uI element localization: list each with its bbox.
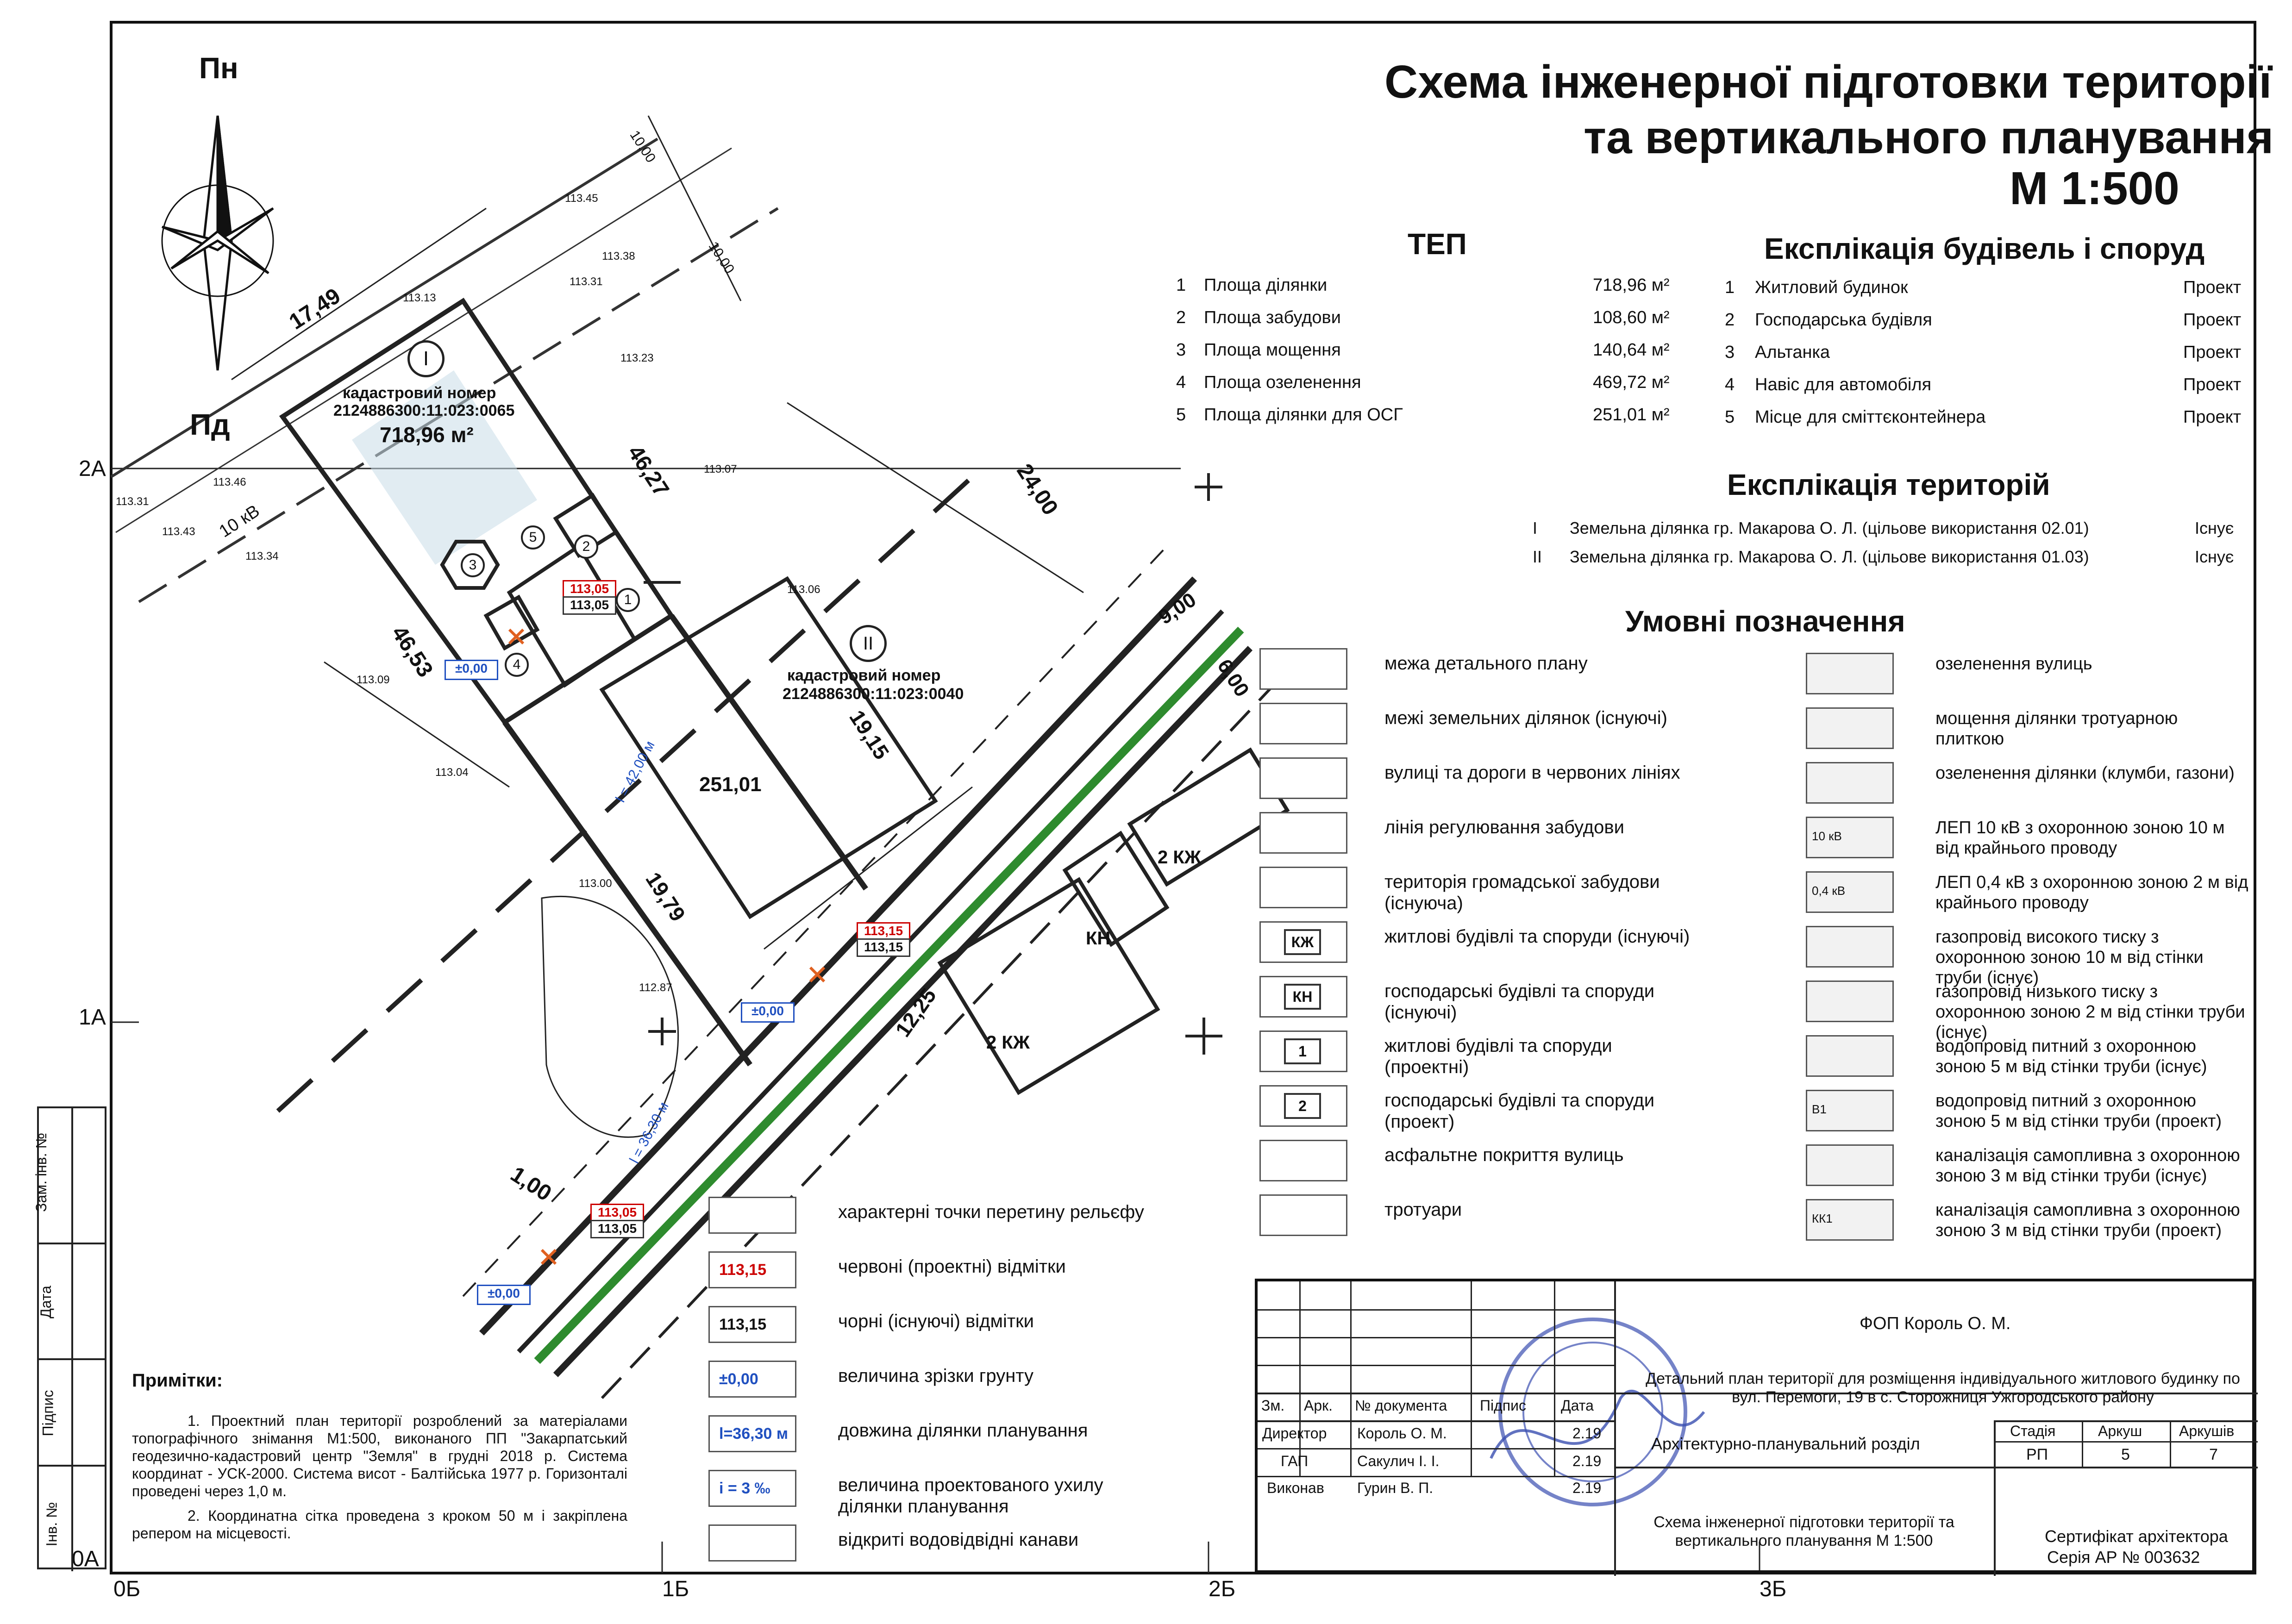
legend-label: озеленення вулиць — [1935, 654, 2092, 674]
legend-label: вулиці та дороги в червоних лініях — [1384, 762, 1680, 783]
building-number: 1 — [616, 588, 640, 612]
legend-label: червоні (проектні) відмітки — [838, 1256, 1066, 1277]
territory-row-number: I — [1533, 518, 1538, 537]
grid-row-1a: 1А — [79, 1005, 106, 1030]
north-label: Пн — [199, 51, 238, 85]
stamp-header-sign: Підпис — [1480, 1397, 1526, 1414]
building-row-label: Альтанка — [1755, 343, 1830, 362]
parcel-2-caption: кадастровий номер — [787, 667, 941, 684]
parcel-1-area: 718,96 м² — [380, 423, 474, 447]
dim-label: 6,00 — [1213, 655, 1254, 701]
side-label-date: Дата — [37, 1286, 54, 1318]
legend-swatch — [1806, 1035, 1894, 1077]
legend-swatch — [708, 1524, 796, 1562]
sheets-header: Аркушів — [2179, 1423, 2235, 1439]
legend-label: межі земельних ділянок (існуючі) — [1384, 708, 1667, 728]
existing-elevation-black: 113,15 — [857, 938, 910, 957]
date-director: 2.19 — [1572, 1425, 1602, 1442]
tep-row-value: 251,01 м² — [1593, 405, 1670, 425]
name-director: Король О. М. — [1357, 1425, 1447, 1442]
tep-row-label: Площа озеленення — [1204, 373, 1361, 392]
legend-swatch — [1259, 1031, 1347, 1072]
design-elevation-red: 113,15 — [857, 922, 910, 941]
role-gap: ГАП — [1281, 1453, 1309, 1469]
legend-code: 1 — [1284, 1038, 1321, 1064]
company-name: ФОП Король О. М. — [1860, 1314, 2011, 1333]
legend-swatch — [1806, 707, 1894, 749]
legend-label: чорні (існуючі) відмітки — [838, 1311, 1034, 1331]
project-name: Детальний план території для розміщення індивідуального житлового будинку по вул. Перемоги, 19 в с. Сторожниця Ужгородського району — [1646, 1370, 2240, 1406]
stamp-header-doc: № документа — [1355, 1397, 1447, 1414]
stamp-header-ark: Арк. — [1304, 1397, 1333, 1414]
legend-swatch — [1259, 648, 1347, 690]
legend-swatch-tag: КК1 — [1812, 1212, 1833, 1225]
legend-swatch — [1806, 926, 1894, 968]
building-row-label: Місце для сміттєконтейнера — [1755, 407, 1986, 427]
parcel-2-area: 251,01 — [699, 773, 762, 796]
cut-value: ±0,00 — [477, 1285, 531, 1305]
legend-label: водопровід питний з охоронною зоною 5 м від стінки труби (існує) — [1935, 1037, 2207, 1076]
legend-code: КН — [1284, 984, 1321, 1010]
existing-building-label: 2 КЖ — [1158, 847, 1201, 868]
legend-label: відкриті водовідвідні канави — [838, 1530, 1079, 1550]
sheet-value: 5 — [2121, 1446, 2130, 1463]
legend-swatch — [1806, 871, 1894, 913]
legend-swatch — [1806, 653, 1894, 694]
section-name: Архітектурно-планувальний розділ — [1651, 1434, 1920, 1453]
tep-row-number: 3 — [1176, 340, 1186, 360]
legend-label: асфальтне покриття вулиць — [1384, 1145, 1624, 1165]
legend-label: газопровід низького тиску з охоронною зоною 2 м від стінки труби (існує) — [1935, 982, 2245, 1042]
date-executor: 2.19 — [1572, 1480, 1602, 1496]
tep-title: ТЕП — [1408, 227, 1467, 261]
dim-label: 46,53 — [387, 621, 438, 682]
power-line-label: 10 кВ — [215, 501, 263, 542]
legend-swatch — [1259, 812, 1347, 854]
tep-row-number: 5 — [1176, 405, 1186, 425]
tep-row-value: 108,60 м² — [1593, 308, 1670, 327]
legend-swatch — [1259, 1085, 1347, 1127]
legend-label: озеленення ділянки (клумби, газони) — [1935, 763, 2235, 783]
tep-row-value: 718,96 м² — [1593, 275, 1670, 295]
legend-label: каналізація самопливна з охоронною зоною 3 м від стінки труби (існує) — [1935, 1146, 2240, 1186]
tep-row-label: Площа ділянки для ОСГ — [1204, 405, 1403, 425]
tep-row-number: 1 — [1176, 275, 1186, 295]
legend-swatch — [1259, 1140, 1347, 1181]
grid-col-0b: 0Б — [113, 1577, 141, 1601]
elevation-point: 113.23 — [620, 352, 654, 364]
building-row-number: 3 — [1725, 343, 1735, 362]
notes-title: Примітки: — [132, 1370, 223, 1391]
legend-label: житлові будівлі та споруди (існуючі) — [1384, 926, 1690, 947]
elevation-point: 113.34 — [245, 550, 279, 562]
legend-code: КЖ — [1284, 929, 1321, 955]
stamp-header-date: Дата — [1561, 1397, 1594, 1414]
elevation-point: 113.06 — [787, 583, 820, 596]
side-label-sign: Підпис — [39, 1390, 56, 1437]
dim-label: 17,49 — [285, 283, 345, 335]
cert-line1: Сертифікат архітектора — [2045, 1527, 2228, 1546]
parcel-2-number: 2124886300:11:023:0040 — [783, 685, 964, 703]
dim-label: 10,00 — [705, 239, 738, 277]
stamp-header-zm: Зм. — [1261, 1397, 1285, 1414]
legend-sample: ±0,00 — [719, 1370, 758, 1388]
side-label-zam-inv: Зам. інв. № — [32, 1133, 50, 1212]
legend-swatch — [1806, 762, 1894, 804]
tep-row-label: Площа мощення — [1204, 340, 1341, 360]
building-number: 3 — [461, 553, 485, 577]
territory-row-label: Земельна ділянка гр. Макарова О. Л. (цільове використання 02.01) — [1570, 518, 2089, 537]
legend-swatch — [708, 1197, 796, 1234]
tep-row-value: 469,72 м² — [1593, 373, 1670, 392]
building-row-number: 2 — [1725, 310, 1735, 330]
buildings-title: Експлікація будівель і споруд — [1764, 232, 2205, 265]
dim-label: 12,25 — [890, 983, 941, 1042]
building-row-number: 5 — [1725, 407, 1735, 427]
design-elevation-red: 113,05 — [590, 1204, 644, 1222]
legend-label: ЛЕП 0,4 кВ з охоронною зоною 2 м від крайнього проводу — [1935, 873, 2248, 912]
elevation-point: 113.38 — [602, 250, 635, 262]
legend-sample: l=36,30 м — [719, 1425, 788, 1443]
legend-label: газопровід високого тиску з охоронною зоною 10 м від стінки труби (існує) — [1935, 927, 2204, 987]
tep-row-label: Площа забудови — [1204, 308, 1341, 327]
tep-row-label: Площа ділянки — [1204, 275, 1328, 295]
north-arrow-icon — [162, 116, 273, 370]
note-item: 2. Координатна сітка проведена з кроком 50 м і закріплена репером на місцевості. — [132, 1507, 627, 1542]
grid-col-3b: 3Б — [1760, 1577, 1787, 1601]
parcel-1-caption: кадастровий номер — [343, 384, 496, 402]
grid-row-2a: 2А — [79, 456, 106, 481]
tep-row-number: 4 — [1176, 373, 1186, 392]
cut-value: ±0,00 — [741, 1002, 795, 1023]
elevation-point: 113.09 — [357, 674, 390, 686]
legend-sample: i = 3 ‰ — [719, 1480, 770, 1497]
drainage-ditch — [537, 630, 1241, 1361]
elevation-point: 113.46 — [213, 476, 246, 488]
legend-label: водопровід питний з охоронною зоною 5 м від стінки труби (проект) — [1935, 1091, 2222, 1131]
building-row-status: Проект — [2183, 407, 2242, 427]
legend-swatch — [1259, 867, 1347, 908]
cut-value: ±0,00 — [445, 660, 498, 680]
legend-label: межа детального плану — [1384, 653, 1588, 674]
existing-elevation-black: 113,05 — [563, 596, 616, 615]
drawing-title-line1: Схема інженерної підготовки території — [1384, 56, 2272, 108]
building-row-status: Проект — [2183, 310, 2242, 330]
building-number: 4 — [505, 653, 529, 677]
elevation-point: 113.07 — [704, 463, 737, 475]
legend-swatch-tag: В1 — [1812, 1102, 1827, 1116]
legend-label: ЛЕП 10 кВ з охоронною зоною 10 м від крайнього проводу — [1935, 818, 2225, 858]
legend-label: господарські будівлі та споруди (проект) — [1384, 1090, 1655, 1132]
elevation-point: 113.43 — [162, 525, 195, 538]
territory-row-label: Земельна ділянка гр. Макарова О. Л. (цільове використання 01.03) — [1570, 547, 2089, 566]
elevation-point: 113.13 — [403, 292, 436, 304]
legend-label: тротуари — [1384, 1199, 1462, 1220]
grid-row-0a: 0А — [72, 1547, 99, 1571]
legend-label: характерні точки перетину рельєфу — [838, 1202, 1144, 1222]
legend-swatch — [1259, 703, 1347, 744]
legend-label: лінія регулювання забудови — [1384, 817, 1624, 837]
territory-row-status: Існує — [2195, 547, 2234, 566]
date-gap: 2.19 — [1572, 1453, 1602, 1469]
legend-swatch — [708, 1306, 796, 1343]
building-row-status: Проект — [2183, 375, 2242, 394]
legend-title: Умовні позначення — [1625, 605, 1905, 638]
side-label-inv: Інв. № — [43, 1502, 60, 1547]
title-block — [1255, 1279, 2255, 1573]
dim-label: 19,79 — [641, 868, 690, 926]
name-executor: Гурин В. П. — [1357, 1480, 1434, 1496]
elevation-point: 113.31 — [570, 275, 603, 288]
dim-label: 19,15 — [845, 706, 894, 764]
legend-label: господарські будівлі та споруди (існуючі) — [1384, 981, 1655, 1023]
legend-label: величина зрізки грунту — [838, 1366, 1034, 1386]
legend-swatch — [708, 1251, 796, 1288]
legend-sample: 113,15 — [719, 1316, 767, 1333]
legend-label: каналізація самопливна з охоронною зоною 3 м від стінки труби (проект) — [1935, 1200, 2240, 1240]
legend-label: довжина ділянки планування — [838, 1420, 1088, 1441]
role-director: Директор — [1262, 1425, 1327, 1442]
building-row-status: Проект — [2183, 278, 2242, 297]
legend-label: територія громадської забудови (існуюча) — [1384, 872, 1660, 913]
elevation-point: 113.04 — [435, 766, 469, 779]
legend-label: мощення ділянки тротуарною плиткою — [1935, 709, 2178, 749]
legend-swatch — [1259, 976, 1347, 1018]
parcel-1-number: 2124886300:11:023:0065 — [333, 402, 515, 419]
cert-line2: Серія АР № 003632 — [2047, 1548, 2200, 1567]
dim-label: 46,27 — [623, 441, 674, 501]
territories-title: Експлікація територій — [1727, 468, 2050, 501]
slope-label: l = 36,30 м — [626, 1099, 672, 1166]
legend-swatch-tag: 0,4 кВ — [1812, 884, 1846, 898]
building-row-status: Проект — [2183, 343, 2242, 362]
role-executor: Виконав — [1267, 1480, 1324, 1496]
dim-label: 1,00 — [506, 1162, 556, 1206]
building-row-label: Господарська будівля — [1755, 310, 1932, 330]
legend-swatch — [1806, 1090, 1894, 1131]
legend-swatch — [708, 1415, 796, 1452]
existing-elevation-black: 113,05 — [590, 1220, 644, 1238]
legend-swatch — [1806, 1199, 1894, 1241]
parcel-2-marker: II — [850, 625, 887, 662]
parcel-1-marker: I — [407, 340, 445, 377]
building-row-label: Житловий будинок — [1755, 278, 1908, 297]
legend-label: житлові будівлі та споруди (проектні) — [1384, 1036, 1612, 1077]
drawing-title-line2: та вертикального планування — [1584, 112, 2274, 163]
legend-swatch — [1259, 921, 1347, 963]
building-number: 5 — [521, 525, 545, 550]
elevation-point: 113.00 — [579, 877, 612, 890]
sheet-header: Аркуш — [2098, 1423, 2142, 1439]
dim-label: 24,00 — [1012, 459, 1063, 520]
note-item: 1. Проектний план території розроблений за матеріалами топографічного знімання М1:500, виконаного ПП "Закарпатський геодезично-кадастровий центр "Земля" в грудні 2018 р. Система координат - УСК-2000. Система висот - Балтійська 1977 р. Горизонталі проведені через 1,0 м. — [132, 1412, 627, 1499]
existing-building-label: 2 КЖ — [986, 1032, 1030, 1053]
legend-label: величина проектованого ухилу ділянки планування — [838, 1475, 1103, 1517]
legend-swatch — [708, 1361, 796, 1398]
dim-label: 10,00 — [626, 128, 659, 166]
legend-swatch — [1259, 1194, 1347, 1236]
tep-row-value: 140,64 м² — [1593, 340, 1670, 360]
stage-header: Стадія — [2010, 1423, 2056, 1439]
elevation-point: 113.31 — [116, 495, 149, 508]
dimension-lines — [232, 116, 1083, 949]
grid-col-1b: 1Б — [662, 1577, 689, 1601]
legend-swatch — [708, 1470, 796, 1507]
design-elevation-red: 113,05 — [563, 580, 616, 599]
territory-row-status: Існує — [2195, 518, 2234, 537]
stage-value: РП — [2026, 1446, 2048, 1463]
legend-code: 2 — [1284, 1093, 1321, 1119]
legend-swatch — [1806, 981, 1894, 1022]
legend-swatch — [1806, 817, 1894, 858]
slope-label: l = 42,00 м — [613, 738, 658, 805]
building-number: 2 — [574, 535, 598, 559]
drawing-scale: М 1:500 — [2010, 162, 2179, 214]
dim-label: 9,00 — [1154, 588, 1200, 629]
elevation-point: 112.87 — [639, 981, 672, 994]
sheets-value: 7 — [2209, 1446, 2218, 1463]
grid-col-2b: 2Б — [1209, 1577, 1236, 1601]
legend-swatch-tag: 10 кВ — [1812, 829, 1842, 843]
tep-row-number: 2 — [1176, 308, 1186, 327]
legend-sample: 113,15 — [719, 1261, 767, 1279]
drawing-name: Схема інженерної підготовки території та вертикального планування М 1:500 — [1653, 1513, 1954, 1549]
existing-outbuilding-label: КН — [1086, 928, 1111, 949]
south-label: Пд — [190, 408, 230, 441]
side-stamp-strip — [32, 1106, 106, 1569]
territory-row-number: II — [1533, 547, 1542, 566]
elevation-point: 113.45 — [565, 192, 598, 205]
legend-swatch — [1806, 1144, 1894, 1186]
building-row-number: 1 — [1725, 278, 1735, 297]
building-row-number: 4 — [1725, 375, 1735, 394]
name-gap: Сакулич І. І. — [1357, 1453, 1440, 1469]
legend-swatch — [1259, 757, 1347, 799]
building-row-label: Навіс для автомобіля — [1755, 375, 1932, 394]
